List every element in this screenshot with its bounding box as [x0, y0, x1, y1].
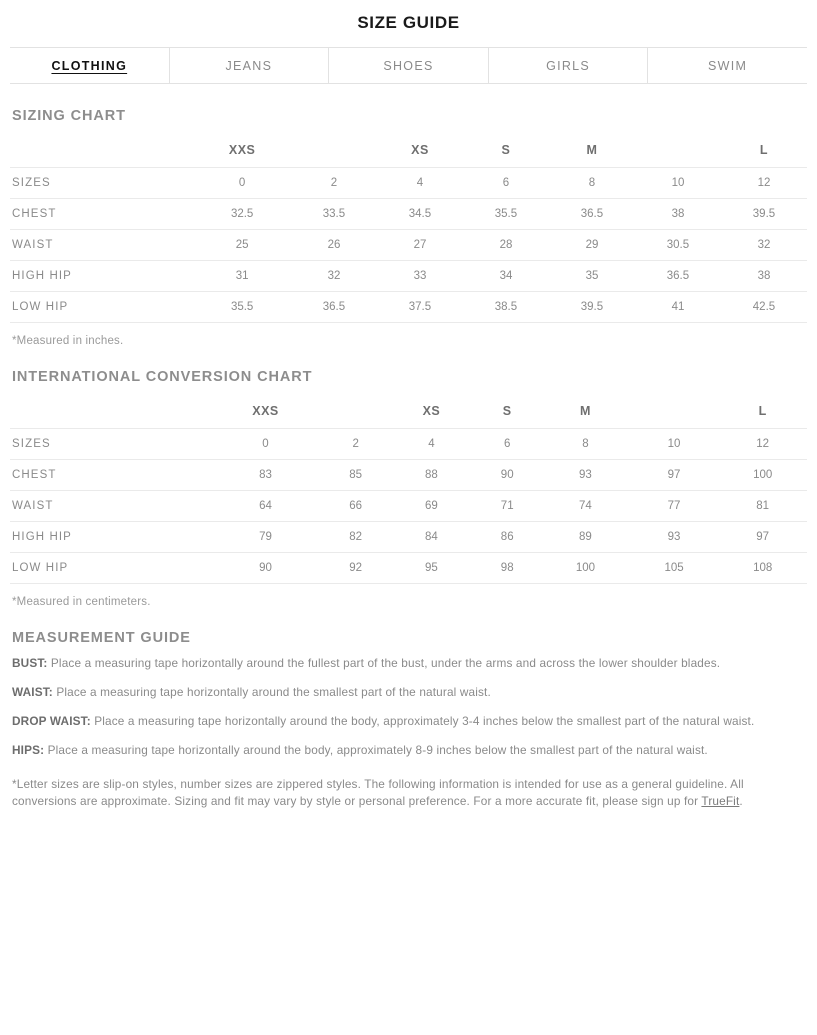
cell: 33.5 [291, 199, 377, 230]
cell: 31 [193, 261, 291, 292]
tab-shoes-label: SHOES [383, 58, 434, 73]
cell: 34.5 [377, 199, 463, 230]
guide-text-drop-waist: Place a measuring tape horizontally around the body, approximately 3-4 inches below the smallest part of the natural waist. [90, 713, 755, 728]
cell: 27 [377, 230, 463, 261]
conversion-col-spacer-2 [630, 395, 719, 429]
cell: 64 [209, 491, 322, 522]
cell: 42.5 [721, 292, 807, 323]
table-row [10, 460, 807, 491]
conversion-col-xs: XS [390, 395, 474, 429]
cell: 92 [322, 553, 390, 584]
sizing-col-l: L [721, 134, 807, 168]
tab-girls[interactable] [489, 48, 649, 83]
cell: 85 [322, 460, 390, 491]
cell: 36.5 [635, 261, 721, 292]
tab-shoes[interactable] [329, 48, 489, 83]
row-label-waist: WAIST [10, 491, 209, 522]
row-label-chest: CHEST [10, 460, 209, 491]
cell: 84 [390, 522, 474, 553]
conversion-chart-heading: INTERNATIONAL CONVERSION CHART [12, 369, 313, 385]
conversion-chart-wrapper [0, 395, 817, 584]
cell: 36.5 [291, 292, 377, 323]
cell: 93 [630, 522, 719, 553]
cell: 97 [630, 460, 719, 491]
sizing-col-spacer-2 [635, 134, 721, 168]
guide-disclaimer-period: . [739, 793, 743, 808]
cell: 95 [390, 553, 474, 584]
guide-term-drop-waist: DROP WAIST: [12, 713, 91, 728]
cell: 32 [291, 261, 377, 292]
tab-swim-label: SWIM [708, 58, 748, 73]
tab-clothing-label: CLOTHING [51, 58, 128, 73]
cell: 2 [322, 429, 390, 460]
cell: 26 [291, 230, 377, 261]
cell: 29 [549, 230, 635, 261]
table-row [10, 491, 807, 522]
tab-jeans-label: JEANS [225, 58, 273, 73]
measurement-guide-heading: MEASUREMENT GUIDE [12, 630, 191, 646]
cell: 39.5 [721, 199, 807, 230]
row-label-high-hip: HIGH HIP [10, 522, 209, 553]
cell: 90 [473, 460, 541, 491]
size-guide-tabs [10, 47, 807, 84]
cell: 4 [377, 168, 463, 199]
guide-disclaimer [12, 776, 805, 810]
cell: 66 [322, 491, 390, 522]
table-header-row [10, 134, 807, 168]
cell: 38 [635, 199, 721, 230]
table-row [10, 553, 807, 584]
cell: 88 [390, 460, 474, 491]
tab-swim[interactable] [648, 48, 807, 83]
sizing-chart-corner [10, 134, 193, 168]
cell: 100 [718, 460, 807, 491]
sizing-col-m: M [549, 134, 635, 168]
cell: 69 [390, 491, 474, 522]
cell: 30.5 [635, 230, 721, 261]
row-label-low-hip: LOW HIP [10, 553, 209, 584]
table-row [10, 429, 807, 460]
cell: 6 [463, 168, 549, 199]
guide-term-waist: WAIST: [12, 684, 53, 699]
cell: 10 [630, 429, 719, 460]
table-row [10, 292, 807, 323]
sizing-chart-note: *Measured in inches. [12, 335, 124, 347]
cell: 12 [721, 168, 807, 199]
conversion-col-s: S [473, 395, 541, 429]
cell: 0 [209, 429, 322, 460]
cell: 105 [630, 553, 719, 584]
conversion-chart-table [10, 395, 807, 584]
cell: 35.5 [193, 292, 291, 323]
cell: 33 [377, 261, 463, 292]
sizing-chart-heading: SIZING CHART [12, 108, 126, 124]
cell: 98 [473, 553, 541, 584]
guide-text-bust: Place a measuring tape horizontally around the fullest part of the bust, under the arms and across the lower shoulder blades. [47, 656, 721, 670]
cell: 86 [473, 522, 541, 553]
cell: 35 [549, 261, 635, 292]
conversion-col-spacer-1 [322, 395, 390, 429]
cell: 2 [291, 168, 377, 199]
measurement-guide-body [0, 656, 817, 810]
row-label-chest: CHEST [10, 199, 193, 230]
row-label-high-hip: HIGH HIP [10, 261, 193, 292]
cell: 81 [718, 491, 807, 522]
page-title: SIZE GUIDE [357, 13, 460, 32]
guide-item-drop-waist [12, 714, 805, 730]
cell: 77 [630, 491, 719, 522]
row-label-low-hip: LOW HIP [10, 292, 193, 323]
cell: 10 [635, 168, 721, 199]
cell: 8 [541, 429, 630, 460]
cell: 108 [718, 553, 807, 584]
row-label-sizes: SIZES [10, 429, 209, 460]
conversion-chart-corner [10, 395, 209, 429]
cell: 90 [209, 553, 322, 584]
guide-disclaimer-text: *Letter sizes are slip-on styles, number sizes are zippered styles. The following information is intended for use as a general guideline. All conversions are approximate. Sizing and fit may vary by style or personal preference. For a more accurate fit, please sign up for [12, 776, 744, 808]
guide-term-hips: HIPS: [12, 742, 45, 757]
row-label-sizes: SIZES [10, 168, 193, 199]
cell: 28 [463, 230, 549, 261]
conversion-chart-note: *Measured in centimeters. [12, 596, 151, 608]
conversion-col-xxs: XXS [209, 395, 322, 429]
cell: 74 [541, 491, 630, 522]
cell: 38.5 [463, 292, 549, 323]
cell: 38 [721, 261, 807, 292]
cell: 71 [473, 491, 541, 522]
tab-clothing[interactable] [10, 48, 170, 83]
guide-text-waist: Place a measuring tape horizontally around the smallest part of the natural waist. [52, 684, 491, 699]
cell: 100 [541, 553, 630, 584]
cell: 36.5 [549, 199, 635, 230]
table-row [10, 261, 807, 292]
cell: 39.5 [549, 292, 635, 323]
tab-girls-label: GIRLS [546, 58, 591, 73]
cell: 6 [473, 429, 541, 460]
cell: 0 [193, 168, 291, 199]
table-row [10, 522, 807, 553]
sizing-col-xs: XS [377, 134, 463, 168]
sizing-chart-wrapper [0, 134, 817, 323]
cell: 83 [209, 460, 322, 491]
guide-item-waist [12, 685, 805, 701]
cell: 35.5 [463, 199, 549, 230]
sizing-col-xxs: XXS [193, 134, 291, 168]
cell: 93 [541, 460, 630, 491]
sizing-col-s: S [463, 134, 549, 168]
cell: 41 [635, 292, 721, 323]
guide-item-hips [12, 743, 805, 759]
tab-jeans[interactable] [170, 48, 330, 83]
truefit-link[interactable]: TrueFit [701, 793, 740, 808]
table-row [10, 168, 807, 199]
row-label-waist: WAIST [10, 230, 193, 261]
cell: 12 [718, 429, 807, 460]
sizing-chart-table [10, 134, 807, 323]
guide-term-bust: BUST: [12, 656, 48, 670]
cell: 4 [390, 429, 474, 460]
cell: 8 [549, 168, 635, 199]
cell: 32.5 [193, 199, 291, 230]
cell: 25 [193, 230, 291, 261]
guide-text-hips: Place a measuring tape horizontally around the body, approximately 8-9 inches below the smallest part of the natural waist. [44, 742, 708, 757]
table-row [10, 230, 807, 261]
cell: 97 [718, 522, 807, 553]
cell: 37.5 [377, 292, 463, 323]
cell: 79 [209, 522, 322, 553]
sizing-col-spacer-1 [291, 134, 377, 168]
guide-item-bust [12, 656, 805, 672]
table-header-row [10, 395, 807, 429]
conversion-col-m: M [541, 395, 630, 429]
cell: 34 [463, 261, 549, 292]
table-row [10, 199, 807, 230]
cell: 32 [721, 230, 807, 261]
cell: 89 [541, 522, 630, 553]
cell: 82 [322, 522, 390, 553]
conversion-col-l: L [718, 395, 807, 429]
